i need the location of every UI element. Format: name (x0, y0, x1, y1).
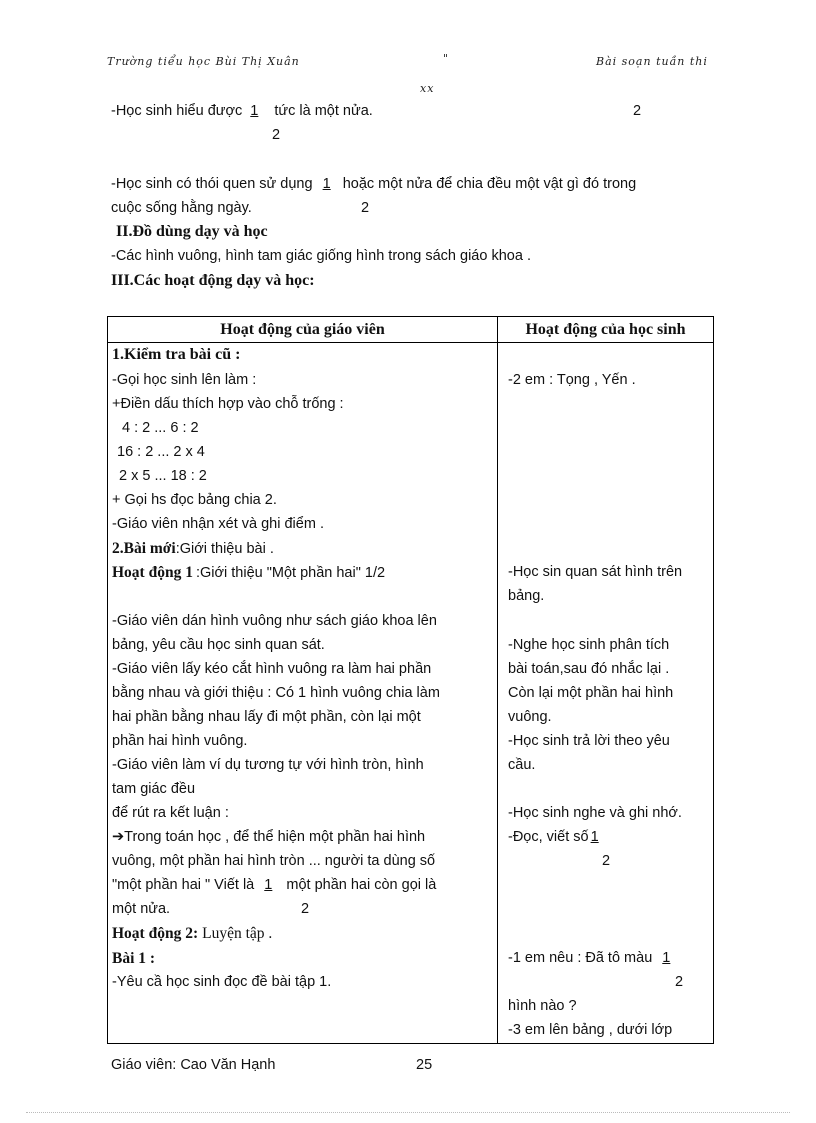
student-line: -Học sinh nghe và ghi nhớ. (508, 805, 682, 821)
teacher-line: một nửa. (112, 901, 171, 917)
student-line: bảng. (508, 588, 545, 604)
section-3-title: III.Các hoạt động dạy và học: (111, 272, 315, 289)
objective-line-3: cuộc sống hằng ngày. (111, 200, 252, 216)
footer-page-number: 25 (416, 1057, 433, 1073)
teacher-line: bằng nhau và giới thiệu : Có 1 hình vuông chia làm (112, 685, 440, 701)
fraction-denominator: 2 (301, 901, 310, 917)
teacher-line: 1.Kiểm tra bài cũ : (112, 346, 241, 363)
teacher-line: + Gọi hs đọc bảng chia 2. (112, 492, 277, 508)
column-header-teacher: Hoạt động của giáo viên (108, 317, 498, 343)
header-school: Trường tiểu học Bùi Thị Xuân (107, 55, 300, 68)
teacher-line: để rút ra kết luận : (112, 805, 229, 821)
teacher-line: Hoạt động 1 :Giới thiệu "Một phần hai" 1/2 (112, 564, 386, 581)
header-sub: xx (420, 82, 435, 95)
objective-line-1-denominator: 2 (272, 127, 281, 143)
teacher-line: 4 : 2 ... 6 : 2 (122, 420, 199, 436)
teacher-line: 16 : 2 ... 2 x 4 (117, 444, 205, 460)
teacher-line: -Yêu cầ học sinh đọc đề bài tập 1. (112, 974, 332, 990)
footer-teacher: Giáo viên: Cao Văn Hạnh (111, 1057, 276, 1073)
teacher-line: phần hai hình vuông. (112, 733, 248, 749)
teacher-line: -Giáo viên nhận xét và ghi điểm . (112, 516, 324, 532)
teacher-line: Bài 1 : (112, 950, 156, 967)
teacher-line: hai phần bằng nhau lấy đi một phần, còn lại một (112, 709, 421, 725)
teacher-line: Hoạt động 2: Luyện tập . (112, 925, 273, 942)
objective-line-3-denominator: 2 (361, 200, 370, 216)
footer-divider (26, 1112, 790, 1113)
teacher-activities-cell (108, 343, 498, 1044)
column-header-student: Hoạt động của học sinh (498, 317, 714, 343)
objective-line-1: -Học sinh hiểu được 1 tức là một nửa. (111, 103, 373, 119)
teacher-line: 2.Bài mới:Giới thiệu bài . (112, 540, 274, 557)
student-line: -Học sinh trả lời theo yêu (508, 733, 670, 749)
teacher-line: tam giác đều (112, 781, 196, 797)
fraction-denominator: 2 (675, 974, 684, 990)
teacher-line: -Giáo viên dán hình vuông như sách giáo khoa lên (112, 613, 437, 629)
teacher-line: -Giáo viên làm ví dụ tương tự với hình tròn, hình (112, 757, 424, 773)
teacher-line: ➔Trong toán học , để thể hiện một phần hai hình (112, 829, 426, 845)
student-activities-cell (498, 343, 714, 1044)
student-line: -3 em lên bảng , dưới lớp (508, 1022, 673, 1038)
student-line: cầu. (508, 757, 536, 773)
teacher-line: -Giáo viên lấy kéo cắt hình vuông ra làm hai phần (112, 661, 432, 677)
student-line: -Nghe học sinh phân tích (508, 637, 670, 653)
header-mark: " (443, 52, 450, 65)
teacher-line: -Gọi học sinh lên làm : (112, 372, 257, 388)
teacher-line: 2 x 5 ... 18 : 2 (119, 468, 207, 484)
arrow-right-icon: ➔ (112, 829, 125, 845)
lesson-table (107, 316, 714, 1044)
teacher-line: vuông, một phần hai hình tròn ... người ta dùng số (112, 853, 436, 869)
student-line: -Đọc, viết số 1 (508, 829, 599, 845)
objective-line-2: -Học sinh có thói quen sử dụng 1 hoặc một nửa để chia đều một vật gì đó trong (111, 176, 637, 192)
section-2-title: II.Đồ dùng dạy và học (116, 223, 268, 240)
teacher-line: "một phần hai " Viết là 1 một phần hai còn gọi là (112, 877, 437, 893)
header-title: Bài soạn tuần thi (596, 55, 708, 68)
objective-line-1-right: 2 (633, 103, 642, 119)
section-2-item: -Các hình vuông, hình tam giác giống hình trong sách giáo khoa . (111, 248, 531, 264)
teacher-line: bảng, yêu cầu học sinh quan sát. (112, 637, 325, 653)
student-line: Còn lại một phần hai hình (508, 685, 674, 701)
student-line: -1 em nêu : Đã tô màu 1 (508, 950, 671, 966)
fraction-denominator: 2 (602, 853, 611, 869)
student-line: hình nào ? (508, 998, 577, 1014)
student-line: -Học sin quan sát hình trên (508, 564, 683, 580)
student-line: vuông. (508, 709, 552, 725)
student-line: -2 em : Tọng , Yến . (508, 372, 636, 388)
student-line: bài toán,sau đó nhắc lại . (508, 661, 670, 677)
teacher-line: +Điền dấu thích hợp vào chỗ trống : (112, 396, 344, 412)
